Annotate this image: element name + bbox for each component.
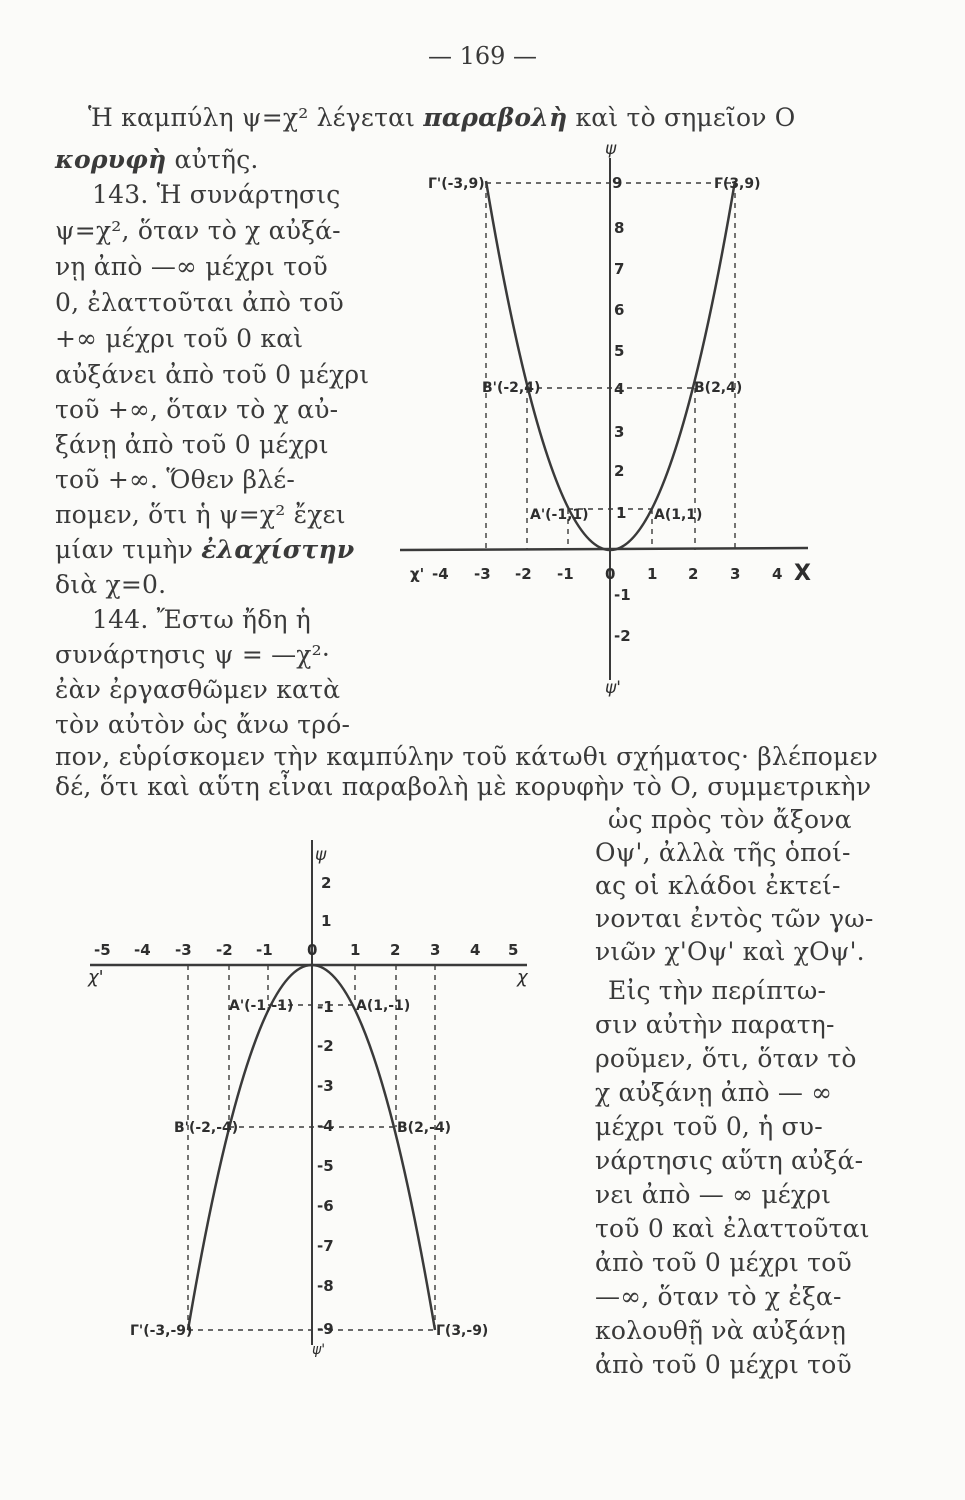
text-line: ροῦμεν, ὅτι, ὅταν τὸ	[595, 1044, 857, 1073]
y-tick: -5	[317, 1157, 334, 1175]
section-143-heading: 143. Ἡ συνάρτησις	[92, 180, 341, 209]
text-line: τοῦ +∞, ὅταν τὸ χ αὐ-	[55, 395, 339, 424]
point-label: Β'(-2,4)	[482, 380, 541, 396]
x-tick: 3	[430, 941, 441, 959]
text-line: νονται ἐντὸς τῶν γω-	[595, 904, 874, 933]
text-line: ὡς πρὸς τὸν ἄξονα	[608, 805, 852, 834]
y-tick: -6	[317, 1197, 334, 1215]
x-tick: 2	[390, 941, 401, 959]
x-tick: -3	[175, 941, 192, 959]
x-tick: -3	[474, 565, 491, 583]
text-line: ψ=χ², ὅταν τὸ χ αὐξά-	[55, 216, 341, 245]
text-line: τὸν αὐτὸν ὡς ἄνω τρό-	[55, 710, 351, 739]
x-axis-neg-label: χ'	[410, 565, 425, 583]
y-tick: -4	[317, 1117, 334, 1135]
y-tick: 7	[614, 260, 625, 278]
point-label: Β(2,-4)	[397, 1120, 452, 1136]
term-parabola: παραβολὴ	[423, 103, 568, 132]
y-tick: 5	[614, 342, 625, 360]
y-tick: -9	[317, 1320, 334, 1338]
y-tick: 1	[616, 504, 627, 522]
point-label: Α(1,1)	[654, 507, 703, 523]
y-tick: 6	[614, 301, 625, 319]
text-line: ἐὰν ἐργασθῶμεν κατὰ	[55, 675, 341, 704]
text-line: ξάνῃ ἀπὸ τοῦ 0 μέχρι	[55, 430, 329, 459]
text-span: αὐτῆς.	[174, 145, 259, 174]
text-line: ἀπὸ τοῦ 0 μέχρι τοῦ	[595, 1248, 852, 1277]
x-tick: 1	[350, 941, 361, 959]
y-axis-neg-label: ψ'	[605, 678, 621, 698]
y-axis-neg-label: ψ'	[312, 1342, 326, 1358]
text-line: σιν αὐτὴν παρατη-	[595, 1010, 835, 1039]
text-line: Οψ', ἀλλὰ τῆς ὁποί-	[595, 838, 851, 867]
text-line: 0, ἐλαττοῦται ἀπὸ τοῦ	[55, 288, 344, 317]
point-label: Γ(3,-9)	[436, 1323, 489, 1339]
x-tick: -4	[432, 565, 449, 583]
x-tick: -2	[216, 941, 233, 959]
page-number: — 169 —	[427, 42, 538, 70]
text-line: νει ἀπὸ — ∞ μέχρι	[595, 1180, 832, 1209]
y-tick: -3	[317, 1077, 334, 1095]
point-label: Α(1,-1)	[356, 998, 411, 1014]
text-line: χ αὐξάνῃ ἀπὸ — ∞	[595, 1078, 833, 1107]
y-tick: 8	[614, 219, 625, 237]
text-line: νάρτησις αὕτη αὐξά-	[595, 1146, 864, 1175]
text-line: πον, εὑρίσκομεν τὴν καμπύλην τοῦ κάτωθι σχήματος· βλέπομεν	[55, 742, 878, 771]
y-axis-label: ψ	[605, 139, 617, 159]
point-label: Γ'(-3,9)	[428, 176, 485, 192]
y-tick: 3	[614, 423, 625, 441]
text-line: νιῶν χ'Οψ' καὶ χΟψ'.	[595, 937, 865, 966]
x-tick: 4	[772, 565, 783, 583]
text-line: αὐξάνει ἀπὸ τοῦ 0 μέχρι	[55, 360, 370, 389]
x-tick: -1	[557, 565, 574, 583]
x-tick: -1	[256, 941, 273, 959]
text-line: δέ, ὅτι καὶ αὕτη εἶναι παραβολὴ μὲ κορυφὴν τὸ Ο, συμμετρικὴν	[55, 772, 872, 801]
x-tick: 0	[307, 941, 318, 959]
y-tick: -2	[317, 1037, 334, 1055]
y-tick: -1	[317, 998, 334, 1016]
y-tick: -8	[317, 1277, 334, 1295]
text-line: τοῦ +∞. Ὅθεν βλέ-	[55, 465, 296, 494]
x-tick: -5	[94, 941, 111, 959]
text-line: +∞ μέχρι τοῦ 0 καὶ	[55, 324, 304, 353]
x-tick: 5	[508, 941, 519, 959]
y-tick: 2	[614, 462, 625, 480]
point-label: Α'(-1,1)	[530, 507, 589, 523]
text-line: διὰ χ=0.	[55, 570, 167, 599]
text-line: μέχρι τοῦ 0, ἡ συ-	[595, 1112, 823, 1141]
x-tick: -4	[134, 941, 151, 959]
y-tick: -7	[317, 1237, 334, 1255]
text-line: νῃ ἀπὸ —∞ μέχρι τοῦ	[55, 252, 328, 281]
text-line: ας οἱ κλάδοι ἐκτεί-	[595, 871, 841, 900]
y-tick: 9	[612, 174, 623, 192]
text-line: ἀπὸ τοῦ 0 μέχρι τοῦ	[595, 1350, 852, 1379]
x-tick: 4	[470, 941, 481, 959]
point-label: Α'(-1,-1)	[229, 998, 294, 1014]
y-tick: -2	[614, 627, 631, 645]
text-line: πομεν, ὅτι ἡ ψ=χ² ἔχει	[55, 500, 346, 529]
point-label: Β'(-2,-4)	[174, 1120, 239, 1136]
text-line: —∞, ὅταν τὸ χ ἐξα-	[595, 1282, 842, 1311]
point-label: Β(2,4)	[694, 380, 743, 396]
section-144-heading: 144. Ἔστω ἤδη ἡ	[92, 605, 311, 634]
term-minimum: ἐλαχίστην	[201, 535, 355, 564]
point-label: Γ'(-3,-9)	[130, 1323, 193, 1339]
text-span: μίαν τιμὴν	[55, 535, 194, 564]
text-line: κολουθῇ νὰ αὐξάνῃ	[595, 1316, 847, 1345]
x-axis-neg-label: χ'	[88, 967, 104, 988]
y-tick: 1	[321, 912, 332, 930]
y-axis-label: ψ	[315, 845, 327, 865]
text-line: τοῦ 0 καὶ ἐλαττοῦται	[595, 1214, 870, 1243]
x-tick: 2	[688, 565, 699, 583]
x-tick: 1	[647, 565, 658, 583]
y-tick: 4	[614, 380, 625, 398]
x-axis-label: X	[794, 561, 811, 586]
x-tick: -2	[515, 565, 532, 583]
x-axis-label: χ	[517, 967, 528, 988]
text-line: συνάρτησις ψ = —χ²·	[55, 640, 331, 669]
x-tick: 3	[730, 565, 741, 583]
point-label: Γ(3,9)	[714, 176, 761, 192]
text-span: Ἡ καμπύλη ψ=χ² λέγεται	[88, 103, 416, 132]
y-tick: 2	[321, 874, 332, 892]
y-tick: -1	[614, 586, 631, 604]
term-vertex: κορυφὴ	[55, 145, 167, 174]
text-line: Εἰς τὴν περίπτω-	[608, 976, 827, 1005]
text-span: καὶ τὸ σημεῖον Ο	[575, 103, 796, 132]
x-tick: 0	[605, 565, 616, 583]
